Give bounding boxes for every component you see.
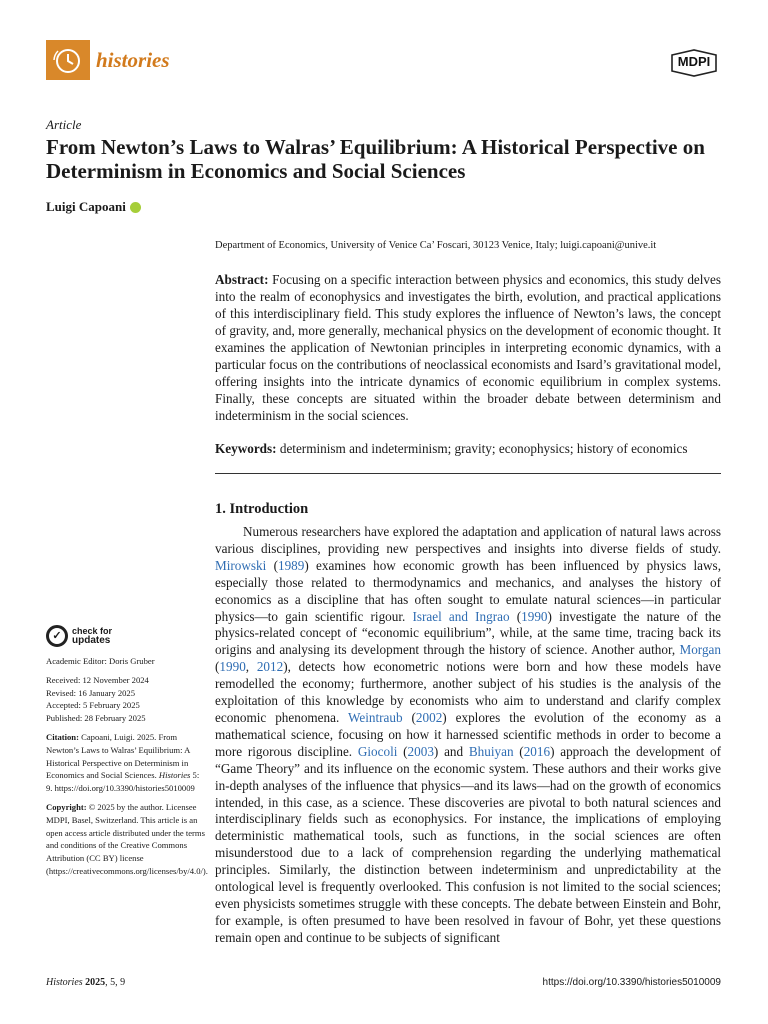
check-for-updates-label — [72, 627, 112, 645]
ref-link[interactable]: 2016 — [523, 743, 551, 759]
footer-year: 2025 — [85, 977, 106, 988]
citation — [46, 731, 206, 795]
keywords — [215, 440, 721, 457]
ref-link[interactable]: 2002 — [415, 709, 443, 725]
ref-link[interactable]: 1990 — [219, 659, 246, 675]
text-run: examines how economic growth has been influenced by physics laws, especially those related to thermodynamics and mechanics, and analyses the history of economics as a discipline that has often sought to emulate natural sciences—in particular physics—to gain scientific rigour. — [215, 557, 721, 624]
ref-link[interactable]: Weintraub — [347, 709, 403, 725]
check-line-2: updates — [72, 635, 111, 646]
text-run: investigate the nature of the physics-related concept of “economic equilibrium”, while, at the same time, tracing back its origins and analysing its development through the history of science. Another author, — [215, 608, 721, 658]
text-run: , detects how econometric notions were born and how these models have remodelled the economy; furthermore, another subject of his studies is the analysis of the exploitation of this knowledge by economists who aim to understand and clarify complex economic phenomena. — [215, 659, 722, 725]
check-for-updates[interactable] — [46, 625, 206, 647]
orcid-icon[interactable] — [130, 202, 141, 213]
footer-citation — [46, 977, 125, 988]
received-date: Received: 12 November 2024 — [46, 674, 149, 685]
keywords-text: determinism and indeterminism; gravity; econophysics; history of economics — [279, 441, 688, 456]
affiliation: Department of Economics, University of Venice Ca’ Foscari, 30123 Venice, Italy; luigi.capoani@unive.it — [215, 240, 657, 251]
ref-link[interactable]: 1989 — [277, 557, 305, 573]
citation-rest[interactable]: 5: 9. https://doi.org/10.3390/histories5010009 — [46, 770, 200, 794]
ref-link[interactable]: 2012 — [256, 659, 284, 675]
article-title: From Newton’s Laws to Walras’ Equilibrium: A Historical Perspective on Determinism in Economics and Social Sciences — [46, 135, 705, 183]
sidebar — [46, 625, 206, 884]
abstract — [215, 271, 721, 424]
journal-logo[interactable] — [46, 40, 170, 80]
citation-journal: Histories — [158, 770, 191, 781]
copyright — [46, 801, 206, 878]
check-icon: ✓ — [46, 625, 68, 647]
check-line-1: check for — [72, 626, 113, 636]
academic-editor: Academic Editor: Doris Gruber — [46, 656, 155, 666]
copyright-label: Copyright: — [46, 801, 87, 812]
citation-label: Citation: — [46, 731, 79, 742]
ref-link[interactable]: 1990 — [521, 608, 548, 624]
clock-icon — [46, 40, 90, 80]
article-type: Article — [46, 117, 82, 132]
ref-link[interactable]: Giocoli — [357, 743, 398, 759]
ref-link[interactable]: Mirowski — [215, 557, 267, 573]
intro-paragraph: Numerous researchers have explored the adaptation and application of natural laws across various disciplines, providing new perspectives and insights into diverse fields of study. Mirowski (1989) examines how economic growth has been influenced by physics laws, especially those related to thermodynamics and mechanics, and analyses the history of economics as a discipline that has often sought to emulate natural sciences—in particular physics—to gain scientific rigour. Israel and Ingrao (1990) investigate the nature of the physics-related concept of “economic equilibrium”, while, at the same time, tracing back its origins and analysing its development through the history of science. Another author, Morgan (1990, 2012), detects how econometric notions were born and how these models have remodelled the economy; furthermore, another subject of his studies is the analysis of the exploitation of this knowledge by economists who aim to understand and clarify complex economic phenomena. Weintraub (2002) explores the evolution of the economy as a mathematical science, focusing on how it harnessed scientific methods in order to become a more rigorous discipline. Giocoli (2003) and Bhuiyan (2016) approach the development of “Game Theory” and its influence on the economic system. These authors and their works give in-depth analyses of the influence that physics—and its laws—had on the growth of economics intended, in this case, as a science. These discoveries are pivotal to both natural sciences and interdisciplinary fields such as econophysics. For instance, the implications of employing deterministic mathematical tools, such as functions, in the social sciences are often misunderstood due to a lack of comprehension regarding the underlying mathematical principles. Similarly, the distinction between indeterminism and unpredictability at the ontological level is frequently overlooked. This confusion is not limited to the social sciences; even physicists sometimes struggle with these concepts. The debate between Einstein and Bohr, for example, is often presumed to have been resolved in favour of Bohr, yet these questions remain open and continue to be subjects of significant — [215, 524, 722, 945]
footer-vol: , 5, 9 — [105, 977, 126, 988]
ref-link[interactable]: 2003 — [407, 743, 434, 759]
text-run: explores the evolution of the economy as a mathematical science, focusing on how it harnessed scientific methods in order to become a more rigorous discipline. — [215, 709, 721, 759]
journal-name: histories — [96, 47, 170, 72]
author — [46, 199, 141, 215]
abstract-label: Abstract: — [215, 272, 269, 287]
ref-link[interactable]: Israel and Ingrao — [412, 608, 510, 624]
text-run: approach the development of “Game Theory” and its influence on the economic system. These authors and their works give in-depth analyses of the influence that physics—and its laws—had on the growth of economics intended, in this case, as a science. These discoveries are pivotal to both natural sciences and interdisciplinary fields such as econophysics. For instance, the implications of employing deterministic mathematical tools, such as functions, in the social sciences are often misunderstood due to a lack of comprehension regarding the underlying mathematical principles. Similarly, the distinction between indeterminism and unpredictability at the ontological level is frequently overlooked. This confusion is not limited to the social sciences; even physicists sometimes struggle with these concepts. The debate between Einstein and Bohr, for example, is often presumed to have been resolved in favour of Bohr, yet these questions remain open and continue to be subjects of significant — [215, 743, 721, 945]
revised-date: Revised: 16 January 2025 — [46, 687, 136, 698]
dates — [46, 674, 206, 725]
copyright-text: © 2025 by the author. Licensee MDPI, Basel, Switzerland. This article is an open access article distributed under the terms and conditions of the Creative Commons Attribution (CC BY) license (https://creativecommons.org/licenses/by/4.0/). — [46, 801, 208, 876]
author-name: Luigi Capoani — [46, 199, 126, 214]
text-run: Numerous researchers have explored the adaptation and application of natural laws across various disciplines, providing new perspectives and insights into diverse fields of study. — [215, 524, 721, 556]
abstract-text: Focusing on a specific interaction between physics and economics, this study delves into the realm of econophysics and investigates the birth, evolution, and practical applications of this interdisciplinary field. This study explores the influence of Newton’s laws, the concept of gravity, and, more generally, mechanical physics on the development of economic thought. It examines the application of Newtonian principles in interpreting economic dynamics, with a particular focus on the contributions of neoclassical economists and Isard’s gravitational model, offering insights into the intricate dynamics of economic equilibrium in complex systems. Finally, these concepts are situated within the broader debate between determinism and indeterminism in the social sciences. — [215, 272, 722, 423]
published-date: Published: 28 February 2025 — [46, 713, 146, 724]
ref-link[interactable]: Morgan — [679, 642, 721, 658]
keywords-label: Keywords: — [215, 441, 277, 456]
section-heading: 1. Introduction — [215, 501, 309, 517]
ref-link[interactable]: Bhuiyan — [468, 743, 514, 759]
publisher-logo[interactable] — [666, 49, 722, 82]
divider — [215, 473, 721, 474]
accepted-date: Accepted: 5 February 2025 — [46, 700, 140, 711]
footer-doi-link[interactable]: https://doi.org/10.3390/histories5010009 — [542, 977, 721, 988]
text-run: and — [438, 743, 469, 759]
footer-journal: Histories — [46, 977, 83, 988]
citation-text: Capoani, Luigi. 2025. From Newton’s Laws to Walras’ Equilibrium: A Historical Perspective on Determinism in Economics and Social Sciences. — [46, 731, 190, 781]
publisher-name: MDPI — [677, 54, 711, 69]
